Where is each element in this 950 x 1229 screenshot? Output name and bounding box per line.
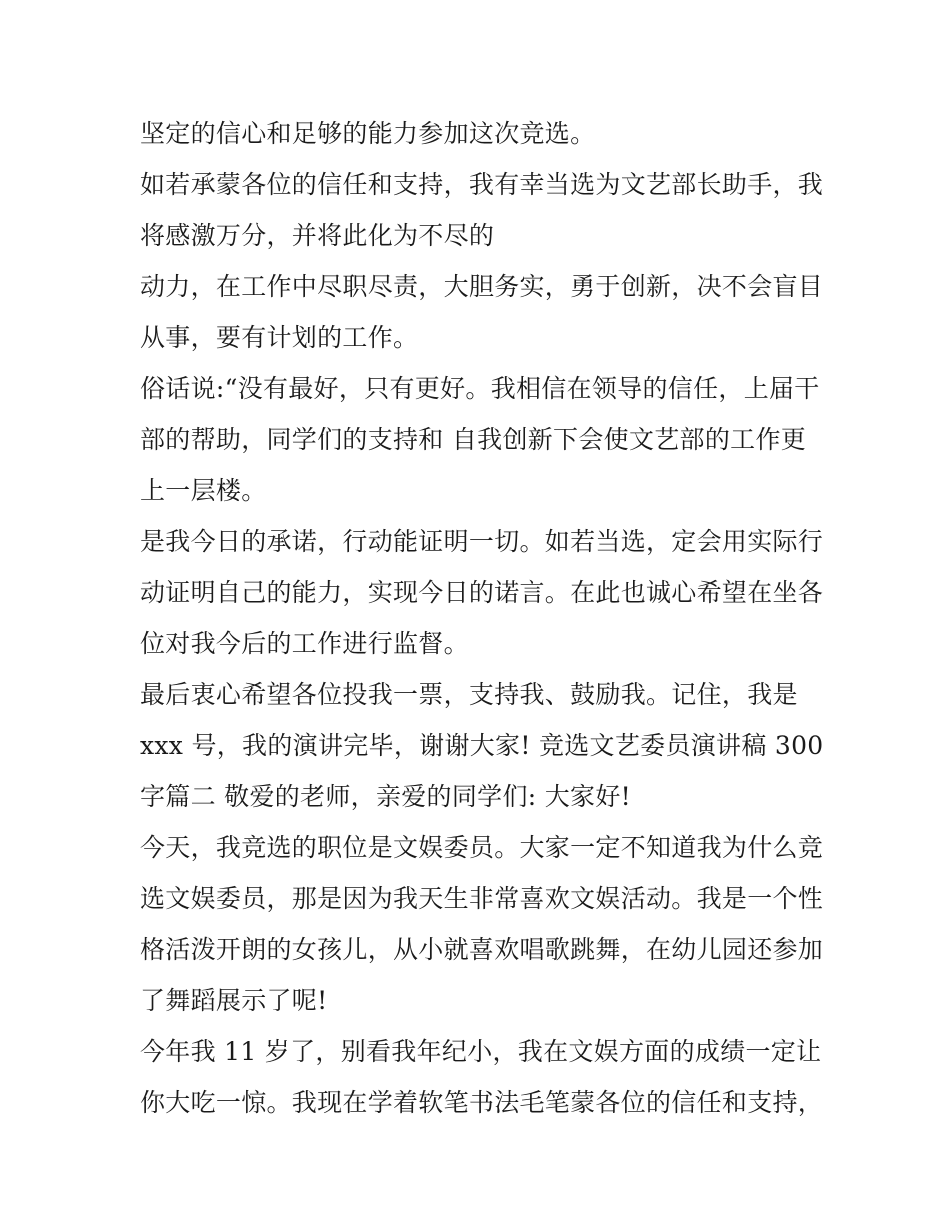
text-line: 你大吃一惊。我现在学着软笔书法毛笔蒙各位的信任和支持， <box>140 1088 824 1117</box>
text-line: 上一层楼。 <box>140 476 267 505</box>
speech-text-body <box>140 108 824 1128</box>
text-line: 俗话说:“没有最好，只有更好。我相信在领导的信任，上届干 <box>140 374 820 403</box>
text-line: 选文娱委员，那是因为我天生非常喜欢文娱活动。我是一个性 <box>140 884 824 913</box>
text-line: 了舞蹈展示了呢! <box>140 986 328 1015</box>
text-line: 部的帮助，同学们的支持和 自我创新下会使文艺部的工作更 <box>140 425 807 454</box>
text-line: 今天，我竞选的职位是文娱委员。大家一定不知道我为什么竞 <box>140 833 824 862</box>
text-line: 字篇二 敬爱的老师，亲爱的同学们: 大家好! <box>140 782 631 811</box>
text-line: 如若承蒙各位的信任和支持，我有幸当选为文艺部长助手，我 <box>140 170 824 199</box>
text-line: 从事，要有计划的工作。 <box>140 323 419 352</box>
text-line: 将感激万分，并将此化为不尽的 <box>140 221 495 250</box>
text-line: 坚定的信心和足够的能力参加这次竞选。 <box>140 119 596 148</box>
text-line: 是我今日的承诺，行动能证明一切。如若当选，定会用实际行 <box>140 527 824 556</box>
text-line: 格活泼开朗的女孩儿，从小就喜欢唱歌跳舞，在幼儿园还参加 <box>140 935 824 964</box>
text-line: 动力，在工作中尽职尽责，大胆务实，勇于创新，决不会盲目 <box>140 272 824 301</box>
text-line: 位对我今后的工作进行监督。 <box>140 629 469 658</box>
text-line: 最后衷心希望各位投我一票，支持我、鼓励我。记住，我是 <box>140 680 798 709</box>
text-line: 动证明自己的能力，实现今日的诺言。在此也诚心希望在坐各 <box>140 578 824 607</box>
text-line: 今年我 11 岁了，别看我年纪小，我在文娱方面的成绩一定让 <box>140 1037 822 1066</box>
text-line: xxx 号，我的演讲完毕，谢谢大家! 竞选文艺委员演讲稿 300 <box>140 731 824 760</box>
